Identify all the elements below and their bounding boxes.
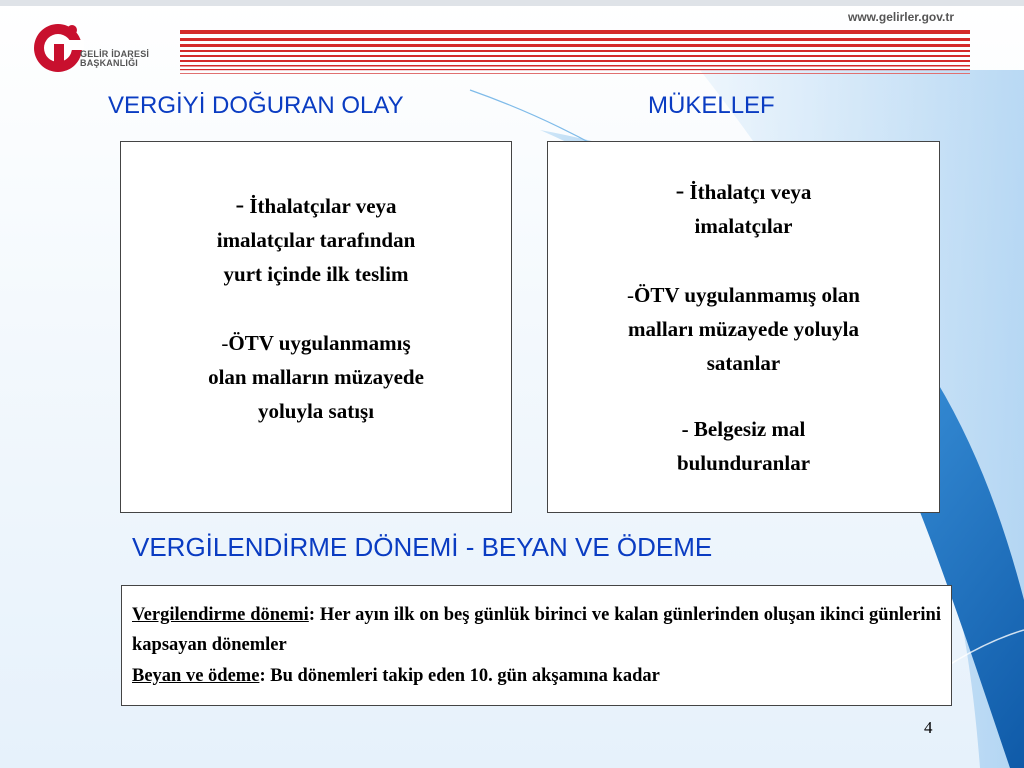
line: yoluyla satışı bbox=[257, 399, 375, 423]
line: İthalatçılar veya bbox=[249, 194, 397, 218]
line: imalatçılar tarafından bbox=[216, 228, 416, 252]
term-label: Beyan ve ödeme bbox=[132, 666, 260, 686]
line: ÖTV uygulanmamış bbox=[228, 331, 411, 355]
line: yurt içinde ilk teslim bbox=[223, 262, 409, 286]
logo-text bbox=[80, 50, 149, 68]
term-label: Vergilendirme dönemi bbox=[132, 605, 309, 625]
line: - Belgesiz mal bbox=[681, 417, 806, 441]
tax-period-box bbox=[121, 585, 952, 706]
logo-line1: GELİR İDARESİ bbox=[80, 49, 150, 59]
header-stripes bbox=[180, 30, 970, 74]
logo-line2: BAŞKANLIĞI bbox=[80, 58, 138, 68]
taxpayer-item-1 bbox=[548, 174, 939, 243]
taxpayer-box bbox=[547, 141, 940, 513]
taxable-event-box bbox=[120, 141, 512, 513]
line: satanlar bbox=[706, 351, 781, 375]
taxable-event-item-2 bbox=[121, 326, 511, 428]
declaration-payment-definition bbox=[132, 661, 941, 691]
line: olan malların müzayede bbox=[208, 365, 424, 389]
heading-tax-period: VERGİLENDİRME DÖNEMİ - BEYAN VE ÖDEME bbox=[132, 532, 713, 562]
bullet-dash: - bbox=[221, 331, 229, 355]
taxable-event-item-1 bbox=[121, 188, 511, 291]
bullet-dash: - bbox=[675, 176, 685, 205]
line: İthalatçı veya bbox=[689, 180, 812, 204]
term-text: : Her ayın ilk on beş günlük birinci ve kalan günlerinden oluşan ikinci günlerini kapsayan dönemler bbox=[132, 605, 941, 655]
heading-taxable-event: VERGİYİ DOĞURAN OLAY bbox=[108, 92, 404, 119]
gib-logo-icon bbox=[32, 18, 172, 78]
bullet-dash: - bbox=[235, 190, 245, 219]
taxpayer-item-2 bbox=[548, 278, 939, 380]
bullet-dash: - bbox=[626, 283, 634, 307]
line: imalatçılar bbox=[694, 214, 793, 238]
website-url: www.gelirler.gov.tr bbox=[848, 10, 955, 24]
line: bulunduranlar bbox=[676, 451, 811, 475]
page-number: 4 bbox=[924, 718, 933, 737]
taxpayer-item-3 bbox=[548, 412, 939, 480]
heading-taxpayer: MÜKELLEF bbox=[648, 92, 775, 119]
tax-period-definition bbox=[132, 600, 941, 660]
line: malları müzayede yoluyla bbox=[628, 317, 859, 341]
line: ÖTV uygulanmamış olan bbox=[633, 283, 860, 307]
term-text: : Bu dönemleri takip eden 10. gün akşamına kadar bbox=[259, 666, 660, 686]
